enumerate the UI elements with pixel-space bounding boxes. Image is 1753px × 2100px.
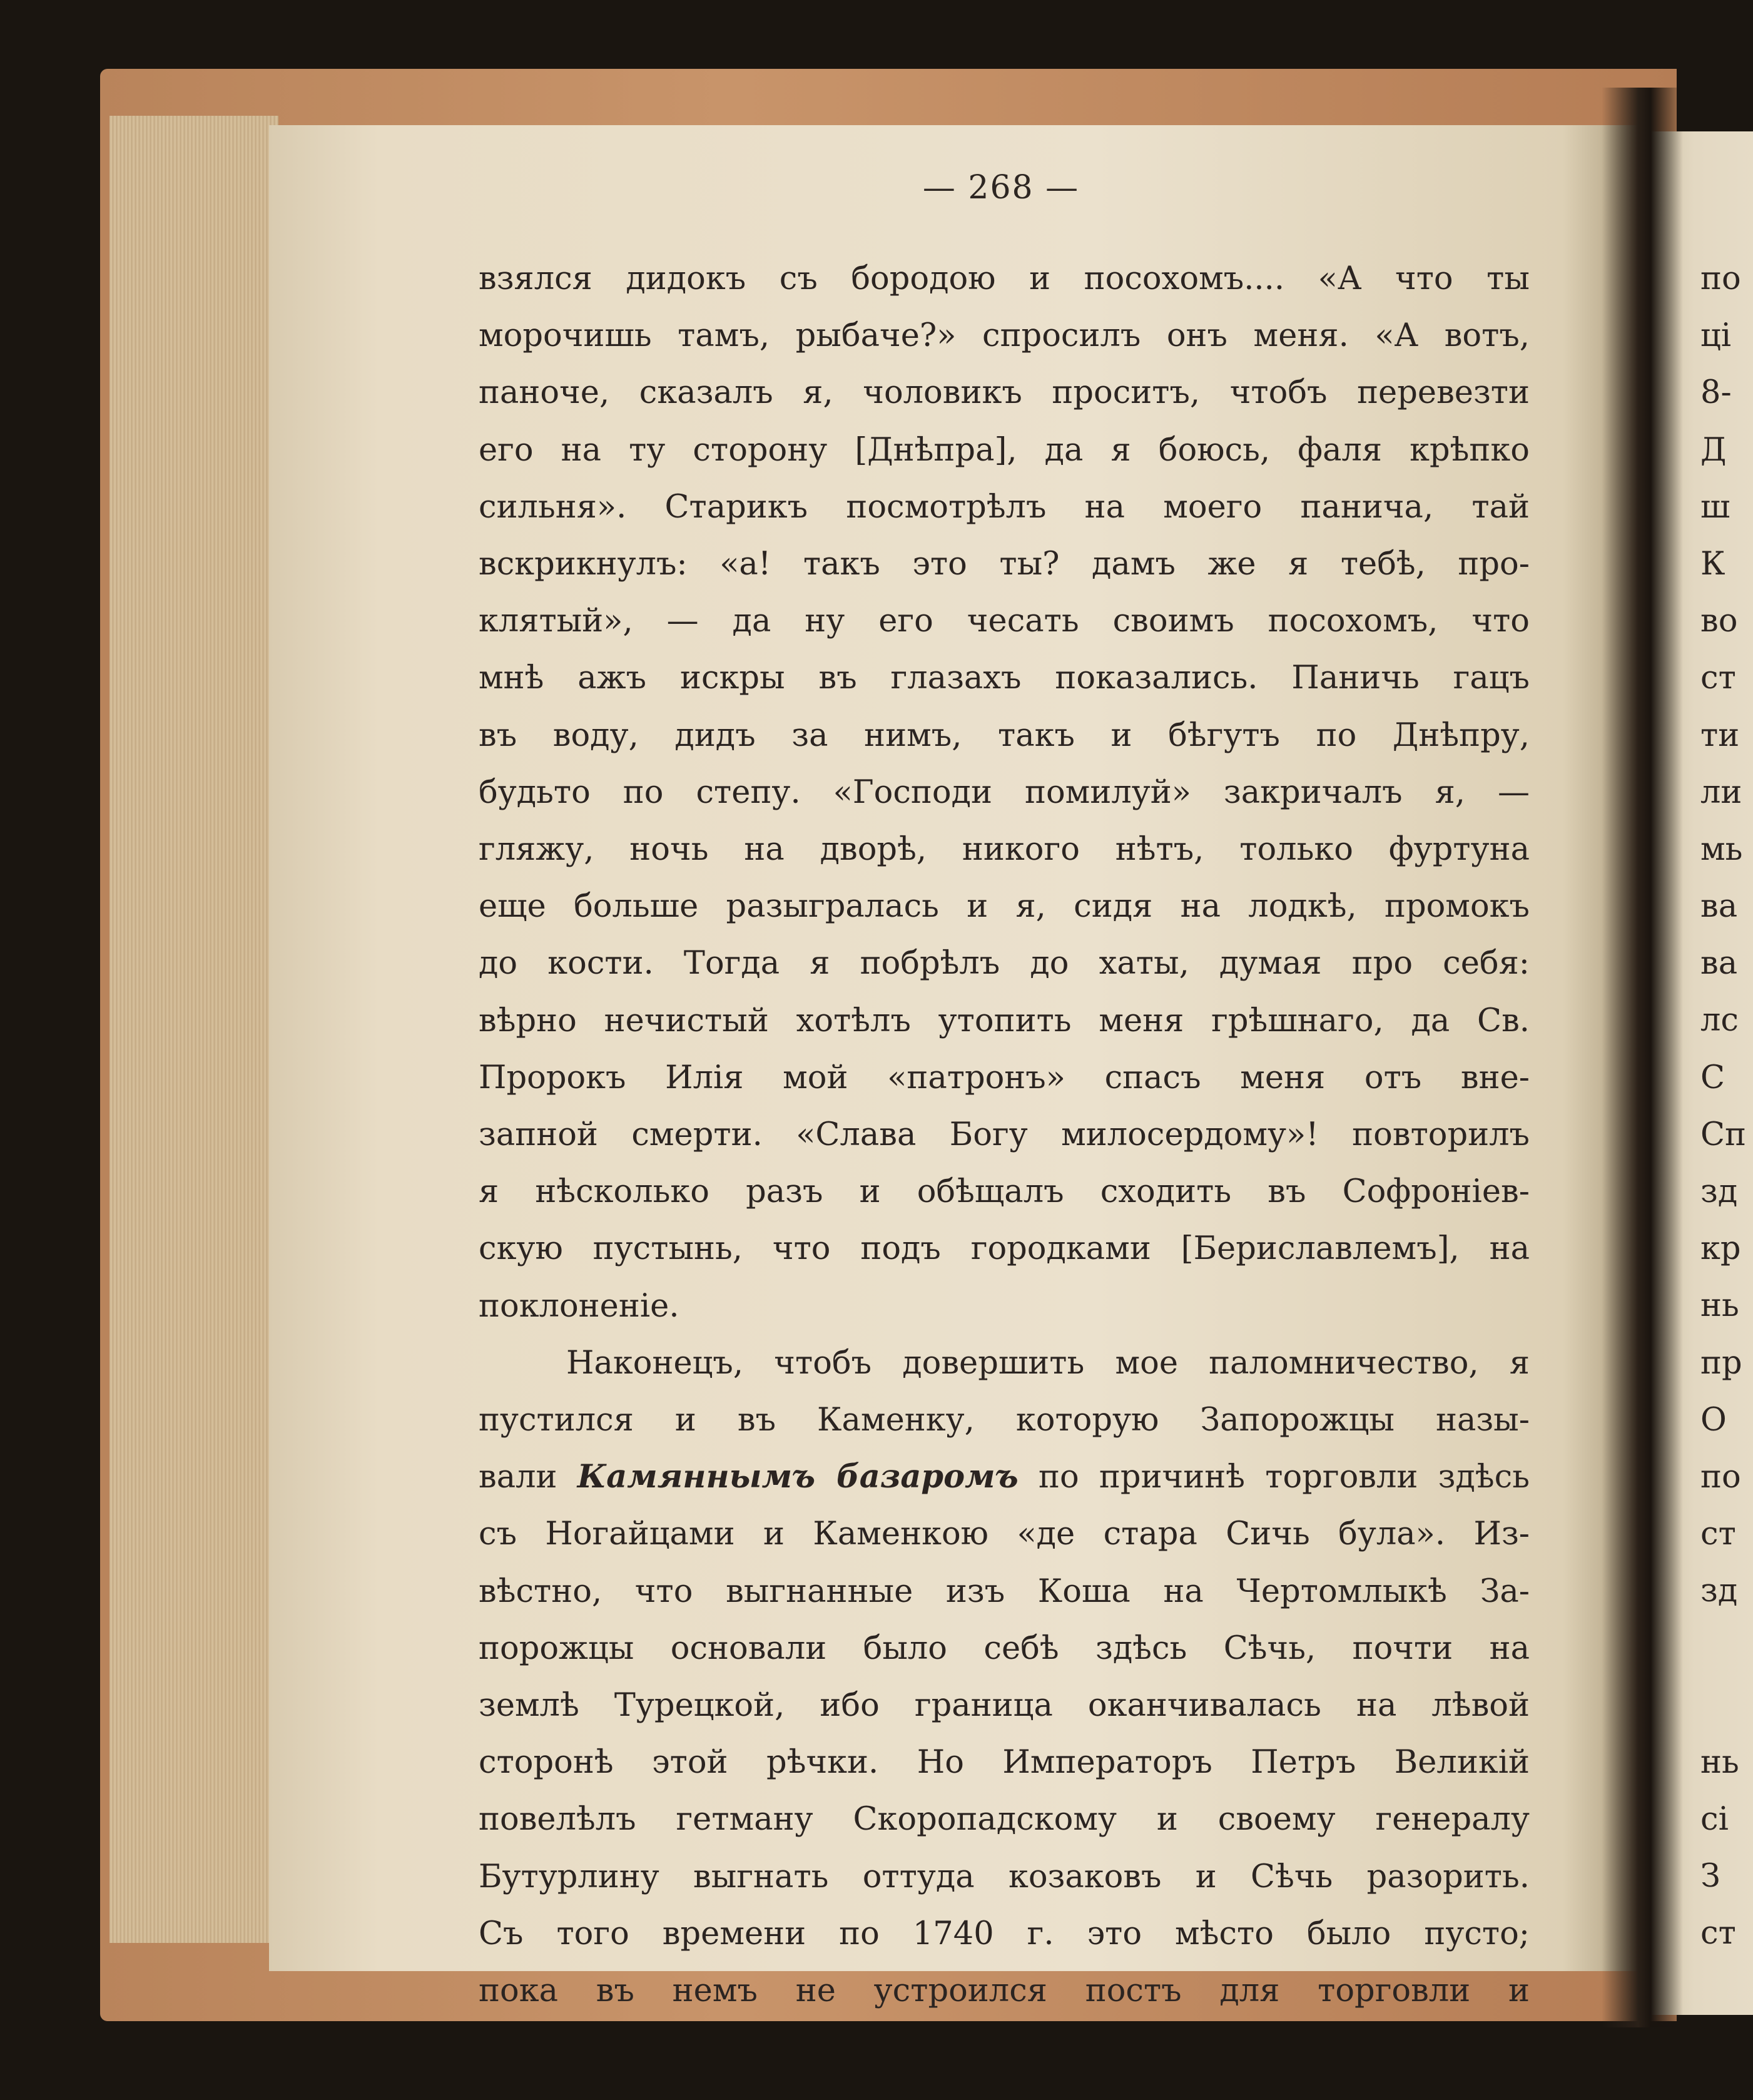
text-line: пока въ немъ не устроился постъ для торговли и [479,1972,1530,2010]
body-text [479,250,1530,2019]
text-line: взялся дидокъ съ бородою и посохомъ.... «А что ты [479,260,1530,297]
facing-line-fragment: лс [1700,1002,1739,1039]
text-line: Бутурлину выгнать оттуда козаковъ и Сѣчь разорить. [479,1858,1530,1895]
facing-line-fragment: С [1700,1059,1725,1096]
text-line: порожцы основали было себѣ здѣсь Сѣчь, почти на [479,1629,1530,1667]
text-line: съ Ногайцами и Каменкою «де стара Сичь була». Из- [479,1516,1530,1553]
facing-line-fragment: 8- [1700,374,1732,412]
facing-line-fragment: О [1700,1401,1727,1439]
facing-line-fragment: ці [1700,317,1732,355]
facing-line-fragment: Д [1700,431,1727,469]
facing-line-fragment: нь [1700,1743,1739,1781]
page-number: — 268 — [922,169,1080,206]
text-line: пустился и въ Каменку, которую Запорожцы назы- [479,1402,1530,1439]
emphasized-place-name: Камяннымъ базаромъ [577,1458,1019,1496]
facing-line-fragment: Сп [1700,1116,1747,1153]
text-line: морочишь тамъ, рыбаче?» спросилъ онъ меня. «А вотъ, [479,317,1530,355]
text-line: клятый», — да ну его чесать своимъ посохомъ, что [479,603,1530,640]
text-run: вали [479,1459,577,1496]
text-line: Пророкъ Илія мой «патронъ» спасъ меня отъ вне- [479,1059,1530,1096]
text-run: по причинѣ торговли здѣсь [1018,1459,1530,1496]
facing-line-fragment: кр [1700,1230,1741,1268]
facing-line-fragment: зд [1700,1173,1738,1210]
facing-line-fragment: З [1700,1858,1720,1895]
facing-line-fragment: ти [1700,716,1740,754]
facing-line-fragment: ва [1700,888,1738,925]
facing-line-fragment: по [1700,1458,1741,1496]
text-line: гляжу, ночь на дворѣ, никого нѣтъ, только фуртуна [479,831,1530,869]
text-line: будьто по степу. «Господи помилуй» закричалъ я, — [479,773,1530,811]
facing-line-fragment: К [1700,545,1725,583]
text-line: его на ту сторону [Днѣпра], да я боюсь, фаля крѣпко [479,431,1530,469]
facing-line-fragment: во [1700,603,1738,640]
facing-line-fragment: ст [1700,660,1736,697]
text-line: вѣрно нечистый хотѣлъ утопить меня грѣшнаго, да Св. [479,1002,1530,1039]
text-line: сильня». Старикъ посмотрѣлъ на моего панича, тай [479,488,1530,526]
facing-line-fragment: ва [1700,945,1738,982]
text-line: еще больше разыгралась и я, сидя на лодкѣ, промокъ [479,888,1530,925]
text-line: повелѣлъ гетману Скоропадскому и своему генералу [479,1801,1530,1838]
facing-line-fragment: пр [1700,1344,1742,1382]
text-line: вскрикнулъ: «а! такъ это ты? дамъ же я тебѣ, про- [479,546,1530,583]
facing-line-fragment: нь [1700,1287,1739,1325]
text-line: я нѣсколько разъ и обѣщалъ сходить въ Софроніев- [479,1173,1530,1211]
text-line: сторонѣ этой рѣчки. Но Императоръ Петръ Великій [479,1744,1530,1781]
text-line: въ воду, дидъ за нимъ, такъ и бѣгутъ по Днѣпру, [479,716,1530,754]
facing-line-fragment: ли [1700,773,1742,811]
text-line: мнѣ ажъ искры въ глазахъ показались. Паничь гацъ [479,660,1530,697]
facing-line-fragment: по [1700,260,1741,297]
book-gutter [1602,88,1683,2027]
facing-line-fragment: ст [1700,1516,1736,1553]
page-edges [109,116,278,1943]
facing-line-fragment [1700,1677,1753,1734]
facing-line-fragment: зд [1700,1572,1738,1610]
facing-line-fragment: мь [1700,830,1743,868]
text-line: поклоненіе. [479,1287,679,1325]
text-line: паноче, сказалъ я, чоловикъ проситъ, чтобъ перевезти [479,374,1530,412]
text-line: запной смерти. «Слава Богу милосердому»! повторилъ [479,1116,1530,1154]
text-line: до кости. Тогда я побрѣлъ до хаты, думая про себя: [479,945,1530,982]
text-line: вѣстно, что выгнанные изъ Коша на Чертомлыкѣ За- [479,1572,1530,1610]
facing-line-fragment: сі [1700,1801,1729,1838]
facing-page-text [1700,250,1753,1962]
text-line-with-emphasis [479,1449,1530,1506]
paragraph-start: Наконецъ, чтобъ довершить мое паломничество, я [566,1344,1530,1382]
text-line: скую пустынь, что подъ городками [Бериславлемъ], на [479,1230,1530,1268]
text-line: Съ того времени по 1740 г. это мѣсто было пусто; [479,1915,1530,1952]
text-line: землѣ Турецкой, ибо граница оканчивалась на лѣвой [479,1687,1530,1725]
facing-line-fragment: ст [1700,1915,1736,1952]
facing-line-fragment [1700,1620,1753,1677]
facing-line-fragment: ш [1700,488,1730,526]
